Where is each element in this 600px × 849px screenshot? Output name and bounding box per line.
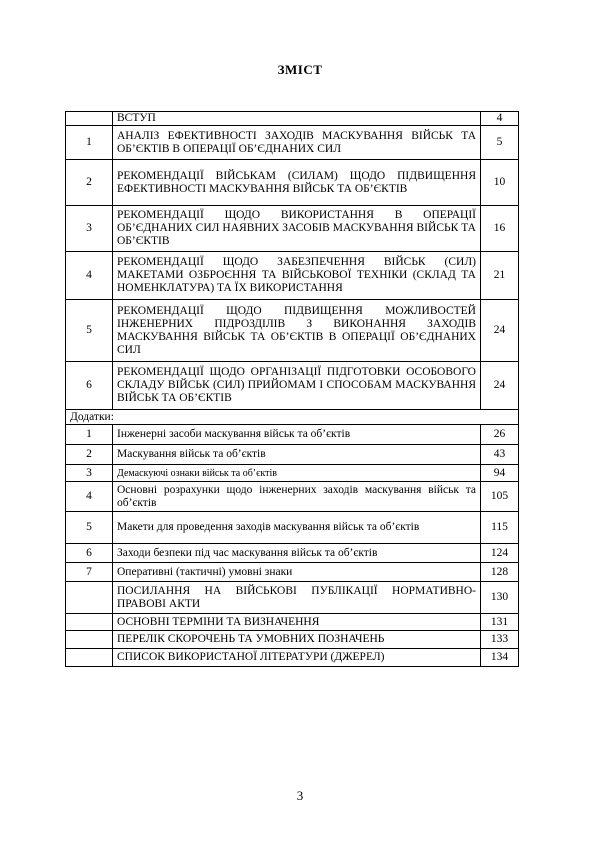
toc-row-number: 3 (66, 206, 113, 252)
appendix-row (66, 563, 519, 582)
appendix-header-row (66, 410, 519, 425)
appendix-number: 5 (66, 512, 113, 544)
appendix-header: Додатки: (66, 410, 519, 425)
appendix-title: Інженерні засоби маскування військ та об’єктів (113, 425, 481, 445)
toc-row-title: АНАЛІЗ ЕФЕКТИВНОСТІ ЗАХОДІВ МАСКУВАННЯ ВІЙСЬК ТА ОБ’ЄКТІВ В ОПЕРАЦІЇ ОБ’ЄДНАНИХ СИЛ (113, 126, 481, 160)
appendix-number: 1 (66, 425, 113, 445)
appendix-title: Заходи безпеки під час маскування військ та об’єктів (113, 544, 481, 563)
appendix-title: Оперативні (тактичні) умовні знаки (113, 563, 481, 582)
appendix-number: 4 (66, 482, 113, 512)
toc-row (66, 160, 519, 206)
toc-row (66, 614, 519, 631)
toc-row-title: РЕКОМЕНДАЦІЇ ЩОДО ВИКОРИСТАННЯ В ОПЕРАЦІЇ ОБ’ЄДНАНИХ СИЛ НАЯВНИХ ЗАСОБІВ МАСКУВАННЯ ВІЙСЬК ТА ОБ’ЄКТІВ (113, 206, 481, 252)
toc-row-title: ОСНОВНІ ТЕРМІНИ ТА ВИЗНАЧЕННЯ (113, 614, 481, 631)
appendix-number: 2 (66, 445, 113, 465)
appendix-page: 26 (481, 425, 519, 445)
toc-row-title: ВСТУП (113, 112, 481, 126)
toc-row (66, 252, 519, 300)
appendix-row (66, 465, 519, 482)
toc-row-title: ПЕРЕЛІК СКОРОЧЕНЬ ТА УМОВНИХ ПОЗНАЧЕНЬ (113, 631, 481, 649)
toc-row-page: 4 (481, 112, 519, 126)
appendix-row (66, 512, 519, 544)
appendix-row (66, 482, 519, 512)
appendix-page: 128 (481, 563, 519, 582)
toc-row (66, 582, 519, 614)
appendix-title: Макети для проведення заходів маскування військ та об’єктів (113, 512, 481, 544)
toc-row (66, 631, 519, 649)
toc-row-number (66, 582, 113, 614)
toc-row (66, 649, 519, 667)
appendix-number: 3 (66, 465, 113, 482)
appendix-page: 105 (481, 482, 519, 512)
toc-row-number (66, 112, 113, 126)
toc-row (66, 362, 519, 410)
appendix-row (66, 445, 519, 465)
toc-row-title: РЕКОМЕНДАЦІЇ ЩОДО ЗАБЕЗПЕЧЕННЯ ВІЙСЬК (СИЛ) МАКЕТАМИ ОЗБРОЄННЯ ТА ВІЙСЬКОВОЇ ТЕХНІКИ (СКЛАД ТА НОМЕНКЛАТУРА) ТА ЇХ ВИКОРИСТАННЯ (113, 252, 481, 300)
toc-row-title: СПИСОК ВИКОРИСТАНОЇ ЛІТЕРАТУРИ (ДЖЕРЕЛ) (113, 649, 481, 667)
appendix-page: 115 (481, 512, 519, 544)
toc-row-page: 10 (481, 160, 519, 206)
toc-row-page: 134 (481, 649, 519, 667)
page-number: 3 (296, 788, 304, 803)
toc-row-title: ПОСИЛАННЯ НА ВІЙСЬКОВІ ПУБЛІКАЦІЇ НОРМАТИВНО-ПРАВОВІ АКТИ (113, 582, 481, 614)
appendix-page: 43 (481, 445, 519, 465)
toc-row-number (66, 649, 113, 667)
toc-row-title: РЕКОМЕНДАЦІЇ ЩОДО ОРГАНІЗАЦІЇ ПІДГОТОВКИ ОСОБОВОГО СКЛАДУ ВІЙСЬК (СИЛ) ПРИЙОМАМ І СПОСОБАМ МАСКУВАННЯ ВІЙСЬК ТА ОБ’ЄКТІВ (113, 362, 481, 410)
toc-row (66, 206, 519, 252)
appendix-row (66, 425, 519, 445)
toc-row (66, 300, 519, 362)
toc-row-page: 24 (481, 362, 519, 410)
appendix-page: 94 (481, 465, 519, 482)
toc-row-page: 5 (481, 126, 519, 160)
appendix-row (66, 544, 519, 563)
toc-row-page: 131 (481, 614, 519, 631)
toc-row (66, 126, 519, 160)
toc-row-number: 1 (66, 126, 113, 160)
toc-row (66, 112, 519, 126)
toc-row-number (66, 631, 113, 649)
toc-row-number: 2 (66, 160, 113, 206)
appendix-title: Основні розрахунки щодо інженерних заходів маскування військ та об’єктів (113, 482, 481, 512)
toc-row-page: 24 (481, 300, 519, 362)
toc-row-number (66, 614, 113, 631)
toc-row-number: 4 (66, 252, 113, 300)
toc-row-page: 130 (481, 582, 519, 614)
toc-row-page: 16 (481, 206, 519, 252)
toc-row-number: 5 (66, 300, 113, 362)
table-of-contents (65, 111, 519, 667)
appendix-number: 6 (66, 544, 113, 563)
toc-row-title: РЕКОМЕНДАЦІЇ ЩОДО ПІДВИЩЕННЯ МОЖЛИВОСТЕЙ ІНЖЕНЕРНИХ ПІДРОЗДІЛІВ З ВИКОНАННЯ ЗАХОДІВ МАСКУВАННЯ ВІЙСЬК ТА ОБ’ЄКТІВ В ОПЕРАЦІЇ ОБ’ЄДНАНИХ СИЛ (113, 300, 481, 362)
toc-row-page: 133 (481, 631, 519, 649)
toc-row-number: 6 (66, 362, 113, 410)
appendix-number: 7 (66, 563, 113, 582)
page-title: ЗМІСТ (277, 62, 323, 77)
appendix-page: 124 (481, 544, 519, 563)
toc-row-page: 21 (481, 252, 519, 300)
appendix-title: Маскування військ та об’єктів (113, 445, 481, 465)
toc-row-title: РЕКОМЕНДАЦІЇ ВІЙСЬКАМ (СИЛАМ) ЩОДО ПІДВИЩЕННЯ ЕФЕКТИВНОСТІ МАСКУВАННЯ ВІЙСЬК ТА ОБ’ЄКТІВ (113, 160, 481, 206)
appendix-title: Демаскуючі ознаки військ та об’єктів (113, 465, 481, 482)
